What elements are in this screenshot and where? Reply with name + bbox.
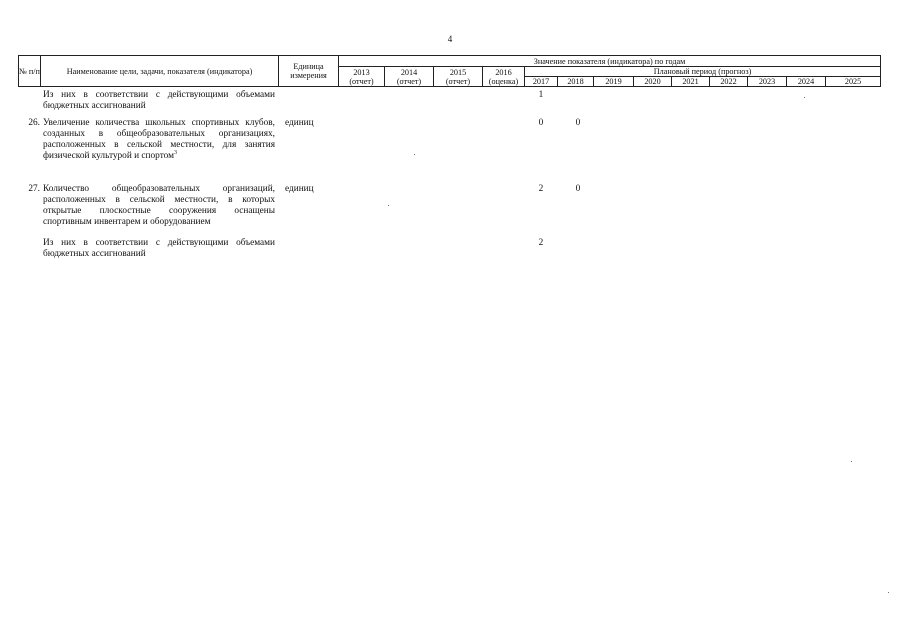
row-value-2018: 0 — [575, 184, 581, 194]
header-planned-year: 2025 — [826, 77, 881, 87]
row-value-2017: 2 — [538, 184, 544, 194]
row-value-2017: 1 — [538, 90, 544, 100]
header-planned: Плановый период (прогноз) — [525, 67, 881, 77]
row-name: Увеличение количества школьных спортивных клубов, созданных в общеобразовательных организациях, расположенных в сельской местности, для занятия физической культурой и спортом$^3$ — [43, 118, 275, 161]
header-year-2015: 2015 (отчет) — [434, 67, 483, 87]
header-values: Значение показателя (индикатора) по годам — [339, 56, 881, 67]
row-unit: единиц — [285, 118, 314, 128]
row-value-2018: 0 — [575, 118, 581, 128]
header-planned-year: 2021 — [672, 77, 710, 87]
header-planned-year: 2019 — [594, 77, 634, 87]
header-num: № п/п — [19, 56, 41, 87]
row-name: Количество общеобразовательных организаций, расположенных в сельской местности, в которых открытые плоскостные сооружения оснащены спортивным инвентарем и оборудованием — [43, 184, 275, 227]
row-value-2017: 2 — [538, 238, 544, 248]
header-unit: Единица измерения — [279, 56, 339, 87]
header-year-2016: 2016 (оценка) — [483, 67, 525, 87]
header-year-2014: 2014 (отчет) — [385, 67, 434, 87]
header-year-2013: 2013 (отчет) — [339, 67, 385, 87]
scan-speck — [414, 154, 415, 155]
row-value-2017: 0 — [538, 118, 544, 128]
row-number: 27. — [28, 184, 40, 194]
header-planned-year: 2020 — [634, 77, 672, 87]
scan-speck — [804, 97, 805, 98]
header-planned-year: 2022 — [710, 77, 748, 87]
scan-speck — [888, 592, 889, 593]
scan-speck — [851, 461, 852, 462]
page-number: 4 — [447, 34, 453, 44]
row-unit: единиц — [285, 184, 314, 194]
header-table — [18, 55, 881, 87]
header-planned-year: 2018 — [558, 77, 594, 87]
footnote-mark: 3 — [174, 149, 178, 156]
row-name: Из них в соответствии с действующими объемами бюджетных ассигнований — [43, 238, 275, 259]
header-planned-year: 2024 — [787, 77, 826, 87]
header-planned-year: 2023 — [748, 77, 787, 87]
row-name: Из них в соответствии с действующими объемами бюджетных ассигнований — [43, 90, 275, 111]
scan-speck — [388, 205, 389, 206]
header-planned-year: 2017 — [525, 77, 558, 87]
row-number: 26. — [28, 118, 40, 128]
header-name: Наименование цели, задачи, показателя (индикатора) — [41, 56, 279, 87]
